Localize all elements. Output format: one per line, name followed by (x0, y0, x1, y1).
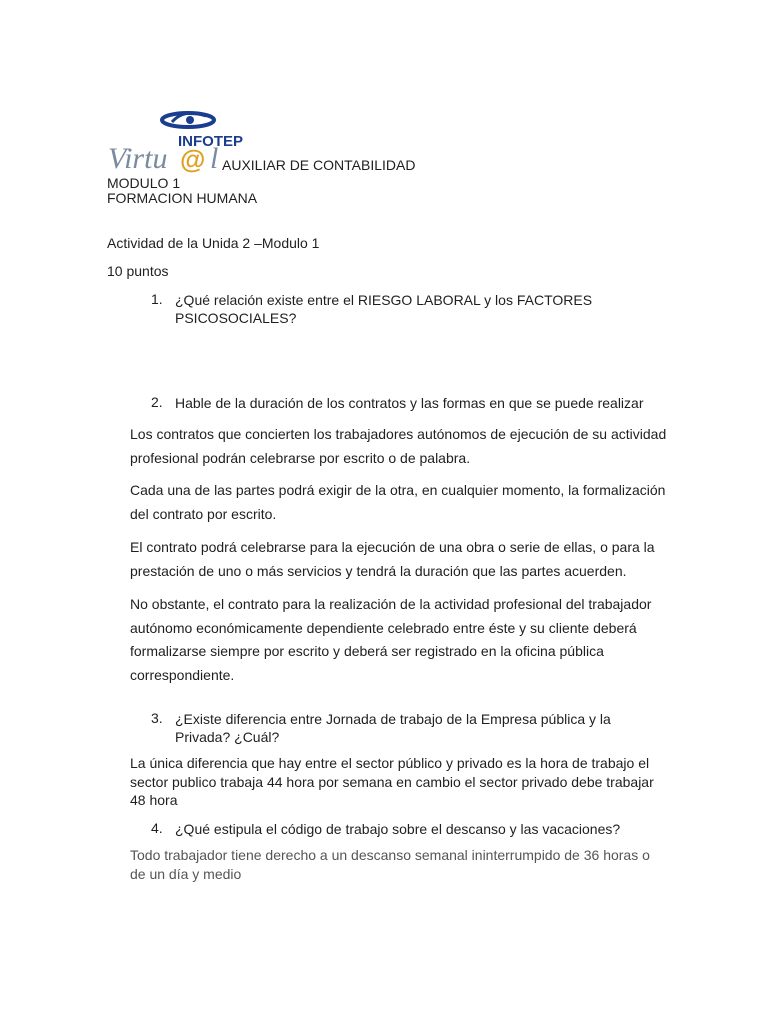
course-title: AUXILIAR DE CONTABILIDAD (222, 157, 416, 173)
question-4-number: 4. (151, 820, 163, 836)
question-3-text: ¿Existe diferencia entre Jornada de trabajo de la Empresa pública y la Privada? ¿Cuál? (175, 711, 611, 745)
activity-points: 10 puntos (107, 263, 169, 279)
logo-virtual-end: l (210, 142, 219, 175)
answer-4-text: Todo trabajador tiene derecho a un descanso semanal ininterrumpido de 36 horas o de un día y medio (130, 847, 650, 882)
question-1-number: 1. (151, 291, 163, 307)
question-3-number: 3. (151, 710, 163, 726)
logo-infotep-text: INFOTEP (178, 133, 244, 150)
answer-2-paragraph: El contrato podrá celebrarse para la ejecución de una obra o serie de ellas, o para la prestación de uno o más servicios y tendrá la duración que las partes acuerden. (130, 539, 655, 579)
answer-2-paragraph: Cada una de las partes podrá exigir de la otra, en cualquier momento, la formalización del contrato por escrito. (130, 482, 666, 522)
question-2-text: Hable de la duración de los contratos y las formas en que se puede realizar (175, 395, 644, 411)
module-label: MODULO 1 (107, 175, 181, 191)
question-4-text: ¿Qué estipula el código de trabajo sobre el descanso y las vacaciones? (175, 821, 621, 837)
logo-at-symbol: @ (180, 144, 206, 174)
question-1-text: ¿Qué relación existe entre el RIESGO LABORAL y los FACTORES PSICOSOCIALES? (175, 292, 593, 326)
logo-virtual-text: Virtu (108, 142, 168, 175)
subject-label: FORMACION HUMANA (107, 190, 258, 206)
answer-3-text: La única diferencia que hay entre el sector público y privado es la hora de trabajo el sector publico trabaja 44 hora por semana en cambio el sector privado debe trabajar 48 hora (130, 755, 654, 808)
answer-2-paragraph: Los contratos que concierten los trabajadores autónomos de ejecución de su actividad profesional podrán celebrarse por escrito o de palabra. (130, 426, 667, 466)
activity-title: Actividad de la Unida 2 –Modulo 1 (107, 235, 320, 251)
question-2-number: 2. (151, 394, 163, 410)
infotep-virtual-logo (106, 108, 244, 175)
answer-2-paragraph: No obstante, el contrato para la realización de la actividad profesional del trabajador autónomo económicamente dependiente celebrado entre éste y su cliente deberá formalizarse siempre por escrito y deberá ser registrado en la oficina pública correspondiente. (130, 596, 652, 683)
